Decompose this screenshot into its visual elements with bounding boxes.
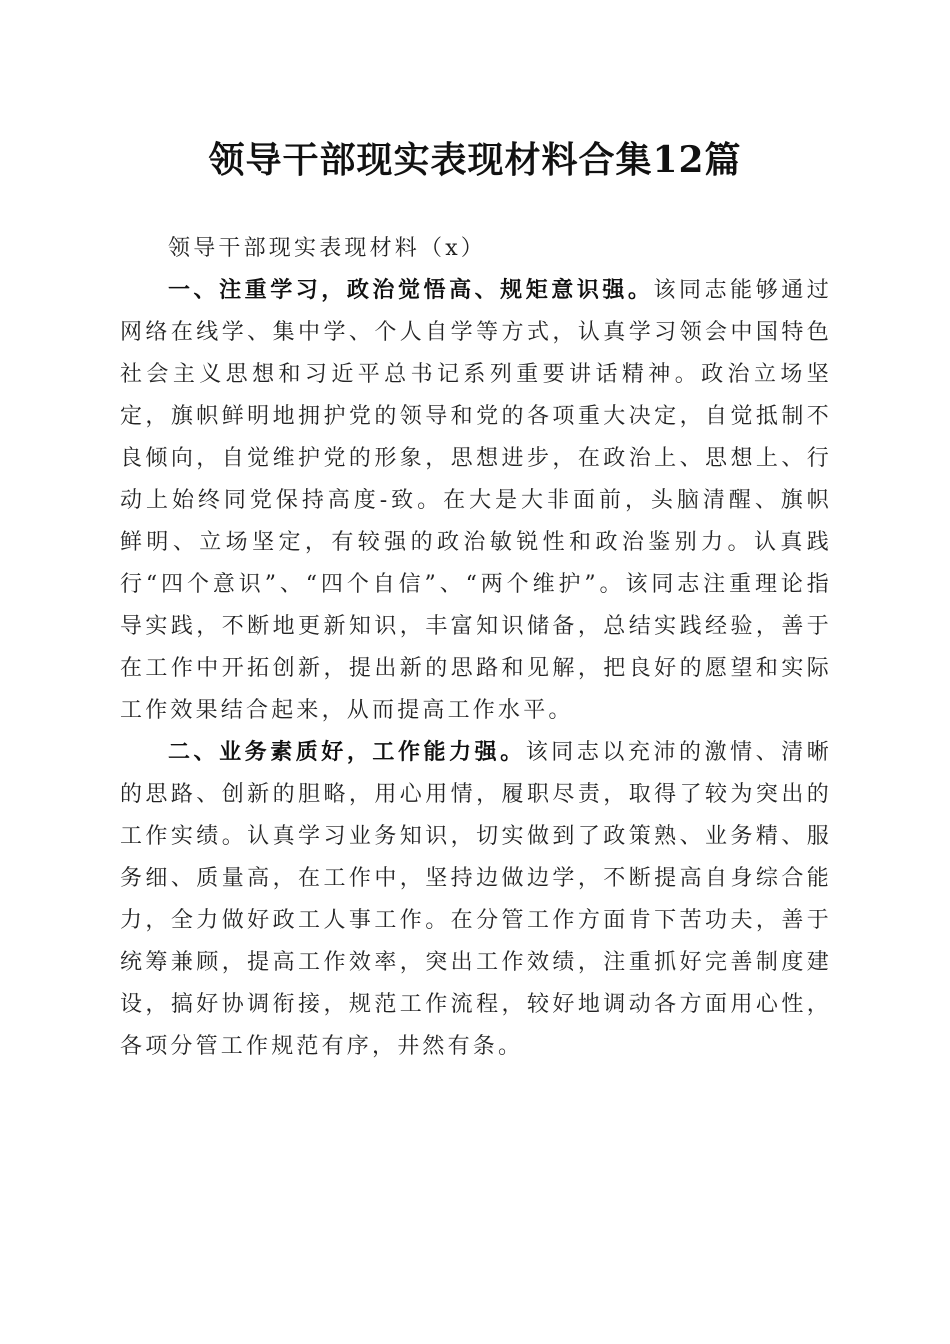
section-paragraph-2 bbox=[120, 732, 832, 1068]
section-heading-2: 二、业务素质好，工作能力强。 bbox=[168, 740, 526, 765]
document-body bbox=[120, 228, 832, 1068]
section-paragraph-1 bbox=[120, 270, 832, 732]
section-heading-1: 一、注重学习，政治觉悟高、规矩意识强。 bbox=[168, 278, 654, 303]
section-text-2: 该同志以充沛的激情、清晰的思路、创新的胆略，用心用情，履职尽责，取得了较为突出的工作实绩。认真学习业务知识，切实做到了政策熟、业务精、服务细、质量高，在工作中，坚持边做边学，不断提高自身综合能力，全力做好政工人事工作。在分管工作方面肯下苦功夫，善于统筹兼顾，提高工作效率，突出工作效绩，注重抓好完善制度建设，搞好协调衔接，规范工作流程，较好地调动各方面用心性，各项分管工作规范有序，井然有条。 bbox=[120, 740, 832, 1059]
document-title: 领导干部现实表现材料合集12篇 bbox=[208, 139, 742, 181]
document-subtitle: 领导干部现实表现材料（x） bbox=[168, 236, 487, 261]
section-text-1: 该同志能够通过网络在线学、集中学、个人自学等方式，认真学习领会中国特色社会主义思想和习近平总书记系列重要讲话精神。政治立场坚定，旗帜鲜明地拥护党的领导和党的各项重大决定，自觉抵制不良倾向，自觉维护党的形象，思想进步，在政治上、思想上、行动上始终同党保持高度-致。在大是大非面前，头脑清醒、旗帜鲜明、立场坚定，有较强的政治敏锐性和政治鉴别力。认真践行“四个意识”、“四个自信”、“两个维护”。该同志注重理论指导实践，不断地更新知识，丰富知识储备，总结实践经验，善于在工作中开拓创新，提出新的思路和见解，把良好的愿望和实际工作效果结合起来，从而提高工作水平。 bbox=[120, 278, 832, 723]
